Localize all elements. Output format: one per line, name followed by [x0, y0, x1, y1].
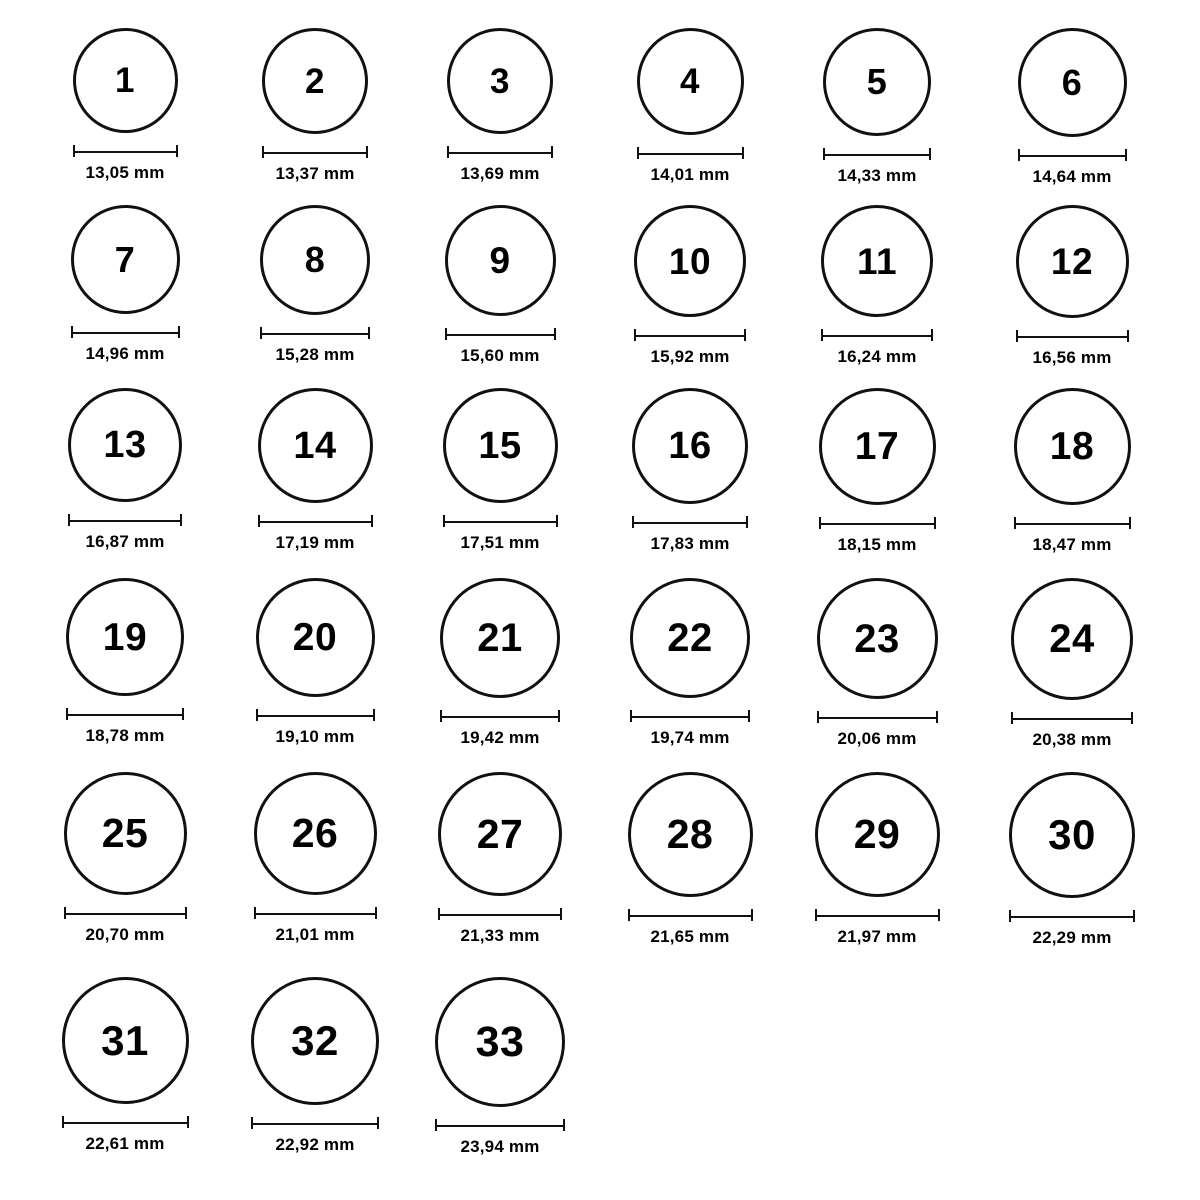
ring-circle [256, 578, 375, 697]
measure-cap-left [1011, 712, 1013, 724]
measure-line [64, 913, 187, 915]
measure-cap-left [1014, 517, 1016, 529]
diameter-measure-bar [262, 146, 368, 158]
ring-size-number: 2 [305, 61, 325, 101]
ring-size-cell [792, 772, 962, 947]
diameter-measure-bar [435, 1119, 565, 1131]
diameter-measure-bar [251, 1117, 379, 1129]
ring-circle [1014, 388, 1131, 505]
ring-circle [64, 772, 187, 895]
ring-circle [71, 205, 180, 314]
measure-cap-right [554, 328, 556, 340]
measure-cap-left [823, 148, 825, 160]
ring-circle [634, 205, 746, 317]
ring-size-number: 30 [1048, 811, 1096, 858]
ring-size-number: 26 [291, 810, 339, 856]
diameter-mm-label: 14,33 mm [837, 166, 917, 185]
ring-size-number: 21 [477, 616, 523, 660]
ring-size-cell [415, 578, 585, 748]
measure-cap-right [366, 146, 368, 158]
ring-circle [440, 578, 560, 698]
measure-line [68, 520, 182, 522]
diameter-mm-label: 18,78 mm [85, 726, 165, 745]
diameter-mm-label: 22,61 mm [85, 1134, 165, 1153]
diameter-measure-bar [1009, 910, 1135, 922]
measure-cap-right [182, 708, 184, 720]
ring-size-cell [230, 772, 400, 945]
diameter-measure-bar [256, 709, 375, 721]
ring-circle [68, 388, 182, 502]
ring-size-number: 8 [304, 239, 326, 280]
measure-cap-left [445, 328, 447, 340]
ring-size-cell [230, 977, 400, 1155]
diameter-mm-label: 17,51 mm [460, 533, 540, 552]
diameter-measure-bar [1018, 149, 1127, 161]
ring-circle [1016, 205, 1129, 318]
measure-cap-left [443, 515, 445, 527]
ring-size-number: 17 [854, 425, 900, 468]
measure-line [819, 523, 936, 525]
measure-cap-right [746, 516, 748, 528]
ring-size-number: 18 [1049, 425, 1095, 468]
ring-size-number: 10 [668, 240, 712, 282]
diameter-mm-label: 14,96 mm [85, 344, 165, 363]
measure-line [823, 154, 931, 156]
measure-cap-left [73, 145, 75, 157]
diameter-mm-label: 21,97 mm [837, 927, 917, 946]
measure-cap-left [628, 909, 630, 921]
ring-size-number: 23 [854, 616, 900, 661]
ring-size-number: 16 [668, 425, 712, 467]
measure-cap-right [1131, 712, 1133, 724]
measure-cap-right [1125, 149, 1127, 161]
measure-line [637, 153, 744, 155]
ring-circle [260, 205, 370, 315]
ring-size-cell [605, 205, 775, 367]
measure-cap-right [751, 909, 753, 921]
diameter-measure-bar [817, 711, 938, 723]
measure-cap-right [371, 515, 373, 527]
ring-size-number: 1 [115, 61, 135, 100]
measure-line [632, 522, 748, 524]
measure-cap-left [815, 909, 817, 921]
ring-circle [632, 388, 748, 504]
measure-cap-left [62, 1116, 64, 1128]
ring-size-number: 29 [853, 811, 901, 857]
measure-cap-left [821, 329, 823, 341]
measure-cap-right [180, 514, 182, 526]
ring-size-cell [40, 977, 210, 1154]
diameter-measure-bar [254, 907, 377, 919]
measure-cap-right [744, 329, 746, 341]
measure-line [817, 717, 938, 719]
diameter-measure-bar [443, 515, 558, 527]
diameter-measure-bar [73, 145, 178, 157]
diameter-mm-label: 16,24 mm [837, 347, 917, 366]
ring-circle [254, 772, 377, 895]
ring-size-cell [987, 205, 1157, 368]
measure-cap-left [435, 1119, 437, 1131]
ring-circle [821, 205, 933, 317]
diameter-mm-label: 13,37 mm [275, 164, 355, 183]
diameter-measure-bar [64, 907, 187, 919]
diameter-mm-label: 21,33 mm [460, 926, 540, 945]
measure-line [1009, 916, 1135, 918]
diameter-measure-bar [1014, 517, 1131, 529]
diameter-mm-label: 21,01 mm [275, 925, 355, 944]
measure-line [66, 714, 184, 716]
ring-circle [815, 772, 940, 897]
measure-cap-left [254, 907, 256, 919]
diameter-mm-label: 16,87 mm [85, 532, 165, 551]
ring-size-number: 14 [293, 424, 337, 467]
measure-cap-left [634, 329, 636, 341]
diameter-mm-label: 20,06 mm [837, 729, 917, 748]
measure-cap-left [1016, 330, 1018, 342]
ring-size-cell [605, 388, 775, 554]
measure-line [1016, 336, 1129, 338]
diameter-mm-label: 17,83 mm [650, 534, 730, 553]
measure-cap-right [176, 145, 178, 157]
measure-cap-left [637, 147, 639, 159]
ring-circle [637, 28, 744, 135]
ring-size-number: 4 [680, 62, 700, 101]
ring-size-cell [230, 205, 400, 365]
ring-circle [630, 578, 750, 698]
ring-size-cell [987, 388, 1157, 555]
measure-cap-right [931, 329, 933, 341]
diameter-measure-bar [637, 147, 744, 159]
measure-line [634, 335, 746, 337]
diameter-mm-label: 19,42 mm [460, 728, 540, 747]
ring-circle [438, 772, 562, 896]
ring-circle [73, 28, 178, 133]
measure-line [73, 151, 178, 153]
measure-cap-right [558, 710, 560, 722]
measure-cap-left [260, 327, 262, 339]
ring-circle [819, 388, 936, 505]
measure-cap-right [178, 326, 180, 338]
ring-circle [447, 28, 553, 134]
ring-size-number: 27 [476, 810, 524, 857]
measure-line [821, 335, 933, 337]
measure-cap-left [630, 710, 632, 722]
ring-size-number: 25 [101, 810, 149, 856]
diameter-mm-label: 13,05 mm [85, 163, 165, 182]
measure-cap-right [377, 1117, 379, 1129]
measure-cap-right [936, 711, 938, 723]
measure-cap-right [373, 709, 375, 721]
diameter-measure-bar [634, 329, 746, 341]
measure-cap-left [1018, 149, 1020, 161]
diameter-measure-bar [447, 146, 553, 158]
measure-cap-left [632, 516, 634, 528]
diameter-mm-label: 19,10 mm [275, 727, 355, 746]
diameter-measure-bar [1011, 712, 1133, 724]
diameter-mm-label: 15,60 mm [460, 346, 540, 365]
measure-cap-left [262, 146, 264, 158]
diameter-mm-label: 22,29 mm [1032, 928, 1112, 947]
measure-line [1018, 155, 1127, 157]
measure-line [256, 715, 375, 717]
diameter-measure-bar [68, 514, 182, 526]
measure-line [62, 1122, 189, 1124]
diameter-mm-label: 14,64 mm [1032, 167, 1112, 186]
diameter-measure-bar [66, 708, 184, 720]
ring-circle [435, 977, 565, 1107]
measure-line [254, 913, 377, 915]
diameter-measure-bar [62, 1116, 189, 1128]
ring-size-number: 33 [475, 1017, 525, 1066]
ring-size-number: 24 [1049, 617, 1095, 661]
diameter-mm-label: 14,01 mm [650, 165, 730, 184]
ring-size-cell [987, 578, 1157, 750]
measure-cap-right [742, 147, 744, 159]
ring-circle [817, 578, 938, 699]
measure-cap-right [934, 517, 936, 529]
diameter-measure-bar [440, 710, 560, 722]
ring-size-number: 11 [856, 240, 898, 282]
diameter-mm-label: 13,69 mm [460, 164, 540, 183]
measure-line [445, 334, 556, 336]
diameter-measure-bar [630, 710, 750, 722]
measure-cap-left [1009, 910, 1011, 922]
diameter-measure-bar [258, 515, 373, 527]
measure-line [438, 914, 562, 916]
measure-cap-right [1133, 910, 1135, 922]
ring-size-cell [415, 28, 585, 184]
ring-circle [251, 977, 379, 1105]
diameter-measure-bar [1016, 330, 1129, 342]
diameter-measure-bar [260, 327, 370, 339]
ring-size-number: 13 [103, 424, 147, 466]
ring-size-number: 12 [1050, 241, 1094, 282]
ring-size-cell [605, 772, 775, 947]
ring-size-cell [40, 28, 210, 183]
diameter-mm-label: 15,92 mm [650, 347, 730, 366]
diameter-mm-label: 21,65 mm [650, 927, 730, 946]
measure-cap-right [185, 907, 187, 919]
measure-cap-right [556, 515, 558, 527]
ring-circle [62, 977, 189, 1104]
measure-cap-right [560, 908, 562, 920]
ring-size-cell [987, 772, 1157, 948]
ring-size-cell [40, 578, 210, 746]
diameter-measure-bar [445, 328, 556, 340]
measure-cap-left [66, 708, 68, 720]
ring-circle [445, 205, 556, 316]
ring-size-cell [40, 205, 210, 364]
measure-cap-left [438, 908, 440, 920]
ring-size-cell [230, 388, 400, 553]
ring-size-cell [415, 388, 585, 553]
measure-line [1014, 523, 1131, 525]
ring-size-cell [792, 28, 962, 186]
measure-cap-right [187, 1116, 189, 1128]
measure-cap-right [563, 1119, 565, 1131]
diameter-measure-bar [628, 909, 753, 921]
measure-cap-left [819, 517, 821, 529]
ring-size-cell [987, 28, 1157, 187]
diameter-measure-bar [71, 326, 180, 338]
ring-size-cell [415, 205, 585, 366]
ring-size-number: 32 [291, 1017, 339, 1064]
measure-cap-right [368, 327, 370, 339]
diameter-mm-label: 18,47 mm [1032, 535, 1112, 554]
measure-line [815, 915, 940, 917]
measure-line [260, 333, 370, 335]
ring-circle [258, 388, 373, 503]
ring-size-number: 15 [478, 424, 522, 467]
ring-circle [66, 578, 184, 696]
ring-size-number: 31 [101, 1016, 149, 1064]
measure-line [258, 521, 373, 523]
measure-line [435, 1125, 565, 1127]
measure-cap-left [71, 326, 73, 338]
measure-line [443, 521, 558, 523]
ring-circle [262, 28, 368, 134]
diameter-measure-bar [819, 517, 936, 529]
ring-size-number: 3 [490, 61, 510, 101]
ring-circle [1009, 772, 1135, 898]
ring-size-cell [40, 388, 210, 552]
measure-cap-left [447, 146, 449, 158]
ring-size-number: 20 [292, 616, 338, 659]
ring-size-cell [415, 977, 585, 1157]
ring-circle [1011, 578, 1133, 700]
ring-size-number: 5 [866, 61, 888, 102]
diameter-measure-bar [823, 148, 931, 160]
measure-cap-left [256, 709, 258, 721]
diameter-mm-label: 15,28 mm [275, 345, 355, 364]
measure-line [628, 915, 753, 917]
ring-size-cell [792, 388, 962, 555]
ring-size-number: 19 [102, 615, 148, 659]
ring-size-cell [230, 28, 400, 184]
measure-cap-right [551, 146, 553, 158]
measure-cap-right [748, 710, 750, 722]
measure-line [630, 716, 750, 718]
diameter-mm-label: 20,70 mm [85, 925, 165, 944]
diameter-mm-label: 20,38 mm [1032, 730, 1112, 749]
ring-size-number: 9 [489, 240, 511, 281]
measure-cap-left [440, 710, 442, 722]
ring-size-cell [792, 578, 962, 749]
ring-size-cell [605, 28, 775, 185]
ring-size-cell [415, 772, 585, 946]
ring-circle [823, 28, 931, 136]
measure-cap-left [817, 711, 819, 723]
diameter-mm-label: 23,94 mm [460, 1137, 540, 1156]
diameter-mm-label: 22,92 mm [275, 1135, 355, 1154]
ring-circle [443, 388, 558, 503]
measure-cap-left [251, 1117, 253, 1129]
ring-size-cell [230, 578, 400, 747]
ring-size-number: 7 [114, 238, 136, 280]
measure-cap-left [64, 907, 66, 919]
measure-line [447, 152, 553, 154]
measure-cap-right [1129, 517, 1131, 529]
ring-size-number: 6 [1061, 61, 1083, 103]
measure-line [1011, 718, 1133, 720]
diameter-mm-label: 16,56 mm [1032, 348, 1112, 367]
measure-cap-right [375, 907, 377, 919]
measure-cap-right [929, 148, 931, 160]
ring-circle [628, 772, 753, 897]
ring-size-cell [605, 578, 775, 748]
measure-cap-right [938, 909, 940, 921]
diameter-mm-label: 19,74 mm [650, 728, 730, 747]
diameter-measure-bar [815, 909, 940, 921]
measure-line [71, 332, 180, 334]
diameter-measure-bar [632, 516, 748, 528]
ring-size-cell [792, 205, 962, 367]
ring-size-cell [40, 772, 210, 945]
measure-line [262, 152, 368, 154]
diameter-measure-bar [821, 329, 933, 341]
ring-circle [1018, 28, 1127, 137]
measure-cap-left [258, 515, 260, 527]
ring-size-number: 22 [667, 616, 713, 660]
diameter-measure-bar [438, 908, 562, 920]
measure-cap-left [68, 514, 70, 526]
diameter-mm-label: 18,15 mm [837, 535, 917, 554]
ring-size-number: 28 [666, 811, 714, 857]
measure-line [251, 1123, 379, 1125]
measure-cap-right [1127, 330, 1129, 342]
diameter-mm-label: 17,19 mm [275, 533, 355, 552]
measure-line [440, 716, 560, 718]
